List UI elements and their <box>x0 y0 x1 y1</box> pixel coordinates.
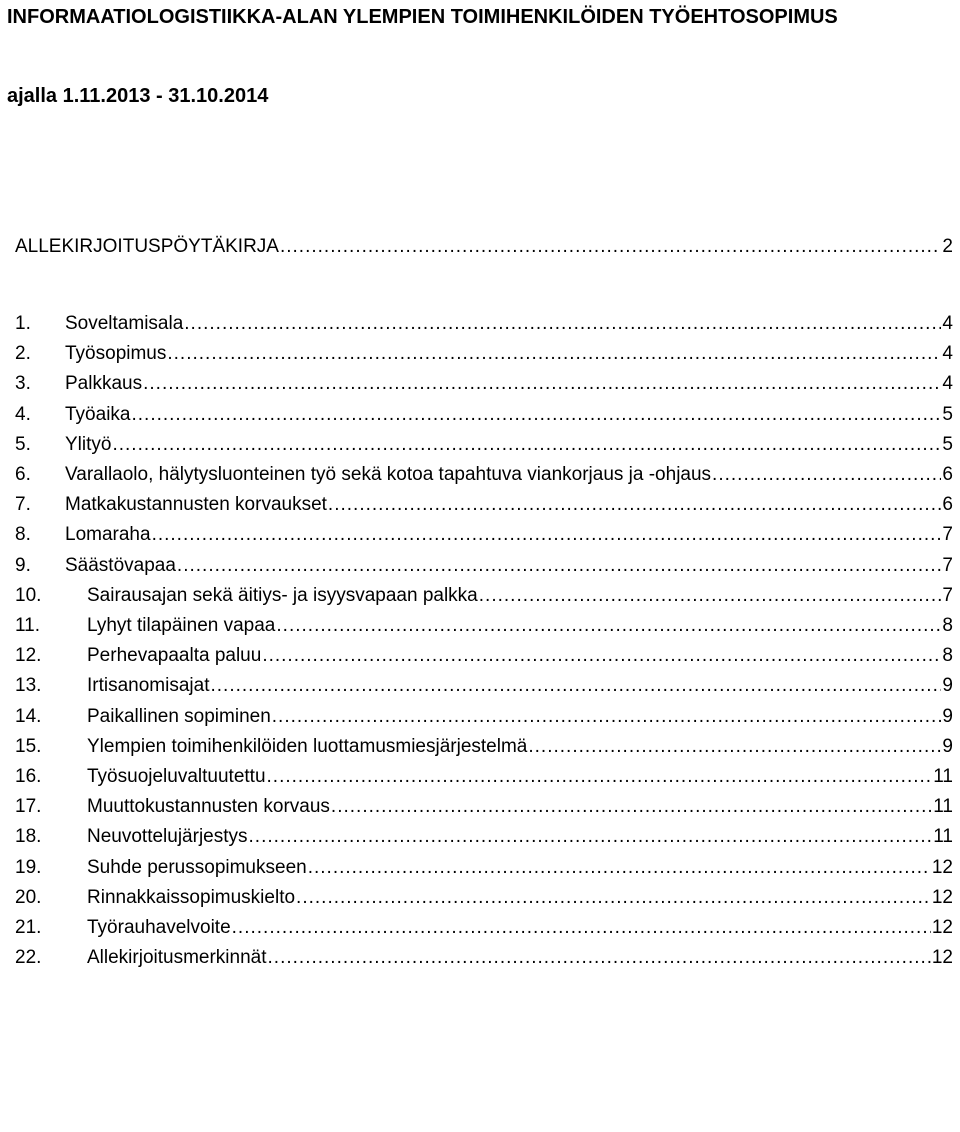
toc-entry-label: Allekirjoitusmerkinnät <box>87 947 267 968</box>
toc-entry[interactable] <box>15 672 953 700</box>
toc-entry[interactable] <box>15 310 953 338</box>
toc-entry-label: Työsuojeluvaltuutettu <box>87 766 266 787</box>
toc-entry-page: 7 <box>942 524 953 545</box>
toc-leader-dots <box>232 914 931 942</box>
toc-leader-dots <box>272 703 942 731</box>
toc-entry[interactable] <box>15 914 953 942</box>
toc-leader-dots <box>276 612 941 640</box>
toc-entry-number: 18. <box>15 826 42 847</box>
toc-entry-label: ALLEKIRJOITUSPÖYTÄKIRJA <box>15 236 279 257</box>
toc-entry[interactable] <box>15 461 953 489</box>
toc-entry[interactable] <box>15 552 953 580</box>
toc-entry-page: 4 <box>942 343 953 364</box>
toc-entry-label: Ylempien toimihenkilöiden luottamusmiesjärjestelmä <box>87 736 528 757</box>
toc-entry-page: 11 <box>933 826 953 847</box>
toc-entry-page: 8 <box>942 615 953 636</box>
toc-entry-label: Soveltamisala <box>65 313 184 334</box>
toc-entry[interactable] <box>15 763 953 791</box>
document-title: INFORMAATIOLOGISTIIKKA-ALAN YLEMPIEN TOIMIHENKILÖIDEN TYÖEHTOSOPIMUS <box>7 6 838 28</box>
toc-entry-label: Palkkaus <box>65 373 143 394</box>
toc-entry-label: Työrauhavelvoite <box>87 917 231 938</box>
toc-entry-label: Ylityö <box>65 434 112 455</box>
toc-entry[interactable] <box>15 854 953 882</box>
toc-entry-number: 19. <box>15 857 42 878</box>
toc-entry-label: Perhevapaalta paluu <box>87 645 262 666</box>
toc-entry[interactable] <box>15 491 953 519</box>
toc-entry-page: 9 <box>942 706 953 727</box>
toc-entry-label: Neuvottelujärjestys <box>87 826 248 847</box>
toc-entry-preface[interactable] <box>15 233 953 261</box>
toc-leader-dots <box>112 431 941 459</box>
toc-leader-dots <box>479 582 942 610</box>
toc-entry-number: 17. <box>15 796 42 817</box>
toc-entry[interactable] <box>15 793 953 821</box>
toc-entry-number: 3. <box>15 373 31 394</box>
toc-entry-label: Työaika <box>65 404 131 425</box>
toc-entry[interactable] <box>15 370 953 398</box>
toc-entry-label: Työsopimus <box>65 343 167 364</box>
toc-entry-page: 8 <box>942 645 953 666</box>
toc-entry[interactable] <box>15 944 953 972</box>
toc-entry-label: Muuttokustannusten korvaus <box>87 796 330 817</box>
toc-leader-dots <box>249 823 933 851</box>
toc-entry-number: 16. <box>15 766 42 787</box>
toc-entry-number: 1. <box>15 313 31 334</box>
toc-entry[interactable] <box>15 703 953 731</box>
toc-leader-dots <box>328 491 942 519</box>
toc-entry-number: 8. <box>15 524 31 545</box>
toc-entry-number: 13. <box>15 675 42 696</box>
toc-entry-page: 9 <box>942 675 953 696</box>
toc-leader-dots <box>712 461 941 489</box>
toc-entry-number: 9. <box>15 555 31 576</box>
toc-leader-dots <box>152 521 942 549</box>
toc-entry-number: 21. <box>15 917 42 938</box>
toc-entry-page: 5 <box>942 434 953 455</box>
toc-entry-number: 20. <box>15 887 42 908</box>
toc-entry-page: 12 <box>931 917 953 938</box>
toc-leader-dots <box>131 401 941 429</box>
toc-entry-label: Säästövapaa <box>65 555 176 576</box>
toc-entry-label: Rinnakkaissopimuskielto <box>87 887 296 908</box>
toc-entry-page: 12 <box>931 887 953 908</box>
toc-entry-label: Matkakustannusten korvaukset <box>65 494 327 515</box>
toc-entry[interactable] <box>15 582 953 610</box>
toc-entry-page: 6 <box>942 464 953 485</box>
toc-entry-number: 11. <box>15 615 41 636</box>
toc-entry[interactable] <box>15 642 953 670</box>
toc-leader-dots <box>262 642 941 670</box>
toc-leader-dots <box>167 340 941 368</box>
toc-leader-dots <box>177 552 942 580</box>
toc-entry-page: 2 <box>942 236 953 257</box>
toc-leader-dots <box>308 854 931 882</box>
toc-entry-page: 7 <box>942 585 953 606</box>
toc-entry-page: 12 <box>931 947 953 968</box>
toc-entry[interactable] <box>15 340 953 368</box>
toc-entry-number: 14. <box>15 706 42 727</box>
toc-entry-number: 10. <box>15 585 42 606</box>
toc-entry[interactable] <box>15 431 953 459</box>
toc-leader-dots <box>184 310 941 338</box>
toc-entry-number: 5. <box>15 434 31 455</box>
toc-entry-page: 11 <box>933 766 953 787</box>
toc-entry-label: Irtisanomisajat <box>87 675 210 696</box>
toc-leader-dots <box>528 733 941 761</box>
toc-entry-page: 11 <box>933 796 953 817</box>
toc-entry-label: Sairausajan sekä äitiys- ja isyysvapaan palkka <box>87 585 478 606</box>
toc-leader-dots <box>331 793 932 821</box>
toc-entry-label: Lomaraha <box>65 524 151 545</box>
toc-entry[interactable] <box>15 612 953 640</box>
toc-entry-number: 12. <box>15 645 42 666</box>
toc-entry-number: 15. <box>15 736 42 757</box>
toc-entry-page: 12 <box>931 857 953 878</box>
toc-entry[interactable] <box>15 733 953 761</box>
toc-entry[interactable] <box>15 401 953 429</box>
toc-leader-dots <box>296 884 931 912</box>
toc-leader-dots <box>143 370 941 398</box>
toc-entry-page: 7 <box>942 555 953 576</box>
toc-entry-page: 6 <box>942 494 953 515</box>
toc-entry-number: 22. <box>15 947 42 968</box>
toc-entry-number: 7. <box>15 494 31 515</box>
toc-entry-number: 2. <box>15 343 31 364</box>
toc-entry-number: 4. <box>15 404 31 425</box>
toc-entry-page: 5 <box>942 404 953 425</box>
toc-entry[interactable] <box>15 521 953 549</box>
toc-entry[interactable] <box>15 823 953 851</box>
toc-entry-page: 9 <box>942 736 953 757</box>
toc-entry-number: 6. <box>15 464 31 485</box>
document-subtitle: ajalla 1.11.2013 - 31.10.2014 <box>7 85 269 107</box>
toc-leader-dots <box>211 672 942 700</box>
toc-entry-page: 4 <box>942 313 953 334</box>
toc-entry-label: Suhde perussopimukseen <box>87 857 307 878</box>
toc-leader-dots <box>280 233 941 261</box>
toc-leader-dots <box>267 763 933 791</box>
toc-entry-page: 4 <box>942 373 953 394</box>
toc-entry-label: Paikallinen sopiminen <box>87 706 271 727</box>
toc-entry-label: Lyhyt tilapäinen vapaa <box>87 615 276 636</box>
toc-entry[interactable] <box>15 884 953 912</box>
toc-leader-dots <box>268 944 931 972</box>
toc-entry-label: Varallaolo, hälytysluonteinen työ sekä kotoa tapahtuva viankorjaus ja -ohjaus <box>65 464 712 485</box>
